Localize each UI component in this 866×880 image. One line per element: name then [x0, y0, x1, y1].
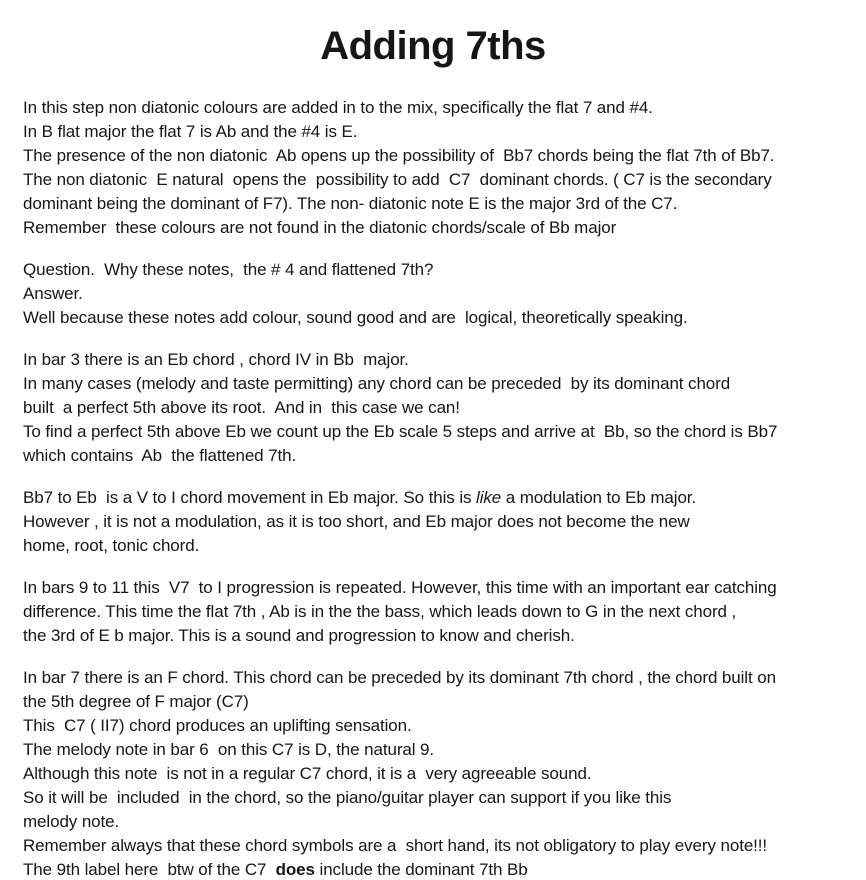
paragraph — [23, 96, 846, 240]
text-line: This C7 ( II7) chord produces an uplifting sensation. — [23, 716, 412, 735]
text-line: Bb7 to Eb is a V to I chord movement in Eb major. So this is like a modulation to Eb major. — [23, 488, 697, 507]
document-body — [0, 96, 866, 880]
text-line: melody note. — [23, 812, 120, 831]
text-line: The 9th label here btw of the C7 does include the dominant 7th Bb — [23, 860, 528, 879]
text-line: Remember always that these chord symbols are a short hand, its not obligatory to play every note!!! — [23, 836, 768, 855]
text-line: Question. Why these notes, the # 4 and flattened 7th? — [23, 260, 434, 279]
text-line: In bar 3 there is an Eb chord , chord IV in Bb major. — [23, 350, 409, 369]
text-line: In bar 7 there is an F chord. This chord can be preceded by its dominant 7th chord , the chord built on — [23, 668, 776, 687]
text-line: difference. This time the flat 7th , Ab is in the the bass, which leads down to G in the next chord , — [23, 602, 737, 621]
text-line: the 3rd of E b major. This is a sound and progression to know and cherish. — [23, 626, 575, 645]
text-line: home, root, tonic chord. — [23, 536, 200, 555]
text-line: In bars 9 to 11 this V7 to I progression is repeated. However, this time with an important ear catching — [23, 578, 777, 597]
text-line: Although this note is not in a regular C7 chord, it is a very agreeable sound. — [23, 764, 592, 783]
bold-text: does — [275, 860, 315, 879]
text-line: Well because these notes add colour, sound good and are logical, theoretically speaking. — [23, 308, 688, 327]
text-line: The non diatonic E natural opens the possibility to add C7 dominant chords. ( C7 is the secondary — [23, 170, 772, 189]
text-line: The melody note in bar 6 on this C7 is D, the natural 9. — [23, 740, 435, 759]
text-line: In many cases (melody and taste permitting) any chord can be preceded by its dominant chord — [23, 374, 731, 393]
paragraph — [23, 486, 846, 558]
text-line: dominant being the dominant of F7). The non- diatonic note E is the major 3rd of the C7. — [23, 194, 678, 213]
text-line: In B flat major the flat 7 is Ab and the #4 is E. — [23, 122, 358, 141]
text-line: In this step non diatonic colours are added in to the mix, specifically the flat 7 and #4. — [23, 98, 653, 117]
text-line: the 5th degree of F major (C7) — [23, 692, 249, 711]
text-line: Answer. — [23, 284, 83, 303]
text-line: which contains Ab the flattened 7th. — [23, 446, 297, 465]
text-line: The presence of the non diatonic Ab opens up the possibility of Bb7 chords being the flat 7th of Bb7. — [23, 146, 775, 165]
text-line: Remember these colours are not found in the diatonic chords/scale of Bb major — [23, 218, 617, 237]
text-line: So it will be included in the chord, so the piano/guitar player can support if you like this — [23, 788, 672, 807]
italic-text: like — [476, 488, 502, 507]
paragraph — [23, 348, 846, 468]
text-line: built a perfect 5th above its root. And in this case we can! — [23, 398, 460, 417]
paragraph — [23, 576, 846, 648]
document-title: Adding 7ths — [320, 24, 546, 68]
paragraph — [23, 258, 846, 330]
paragraph — [23, 666, 846, 880]
text-line: To find a perfect 5th above Eb we count up the Eb scale 5 steps and arrive at Bb, so the chord is Bb7 — [23, 422, 778, 441]
text-line: However , it is not a modulation, as it is too short, and Eb major does not become the new — [23, 512, 690, 531]
